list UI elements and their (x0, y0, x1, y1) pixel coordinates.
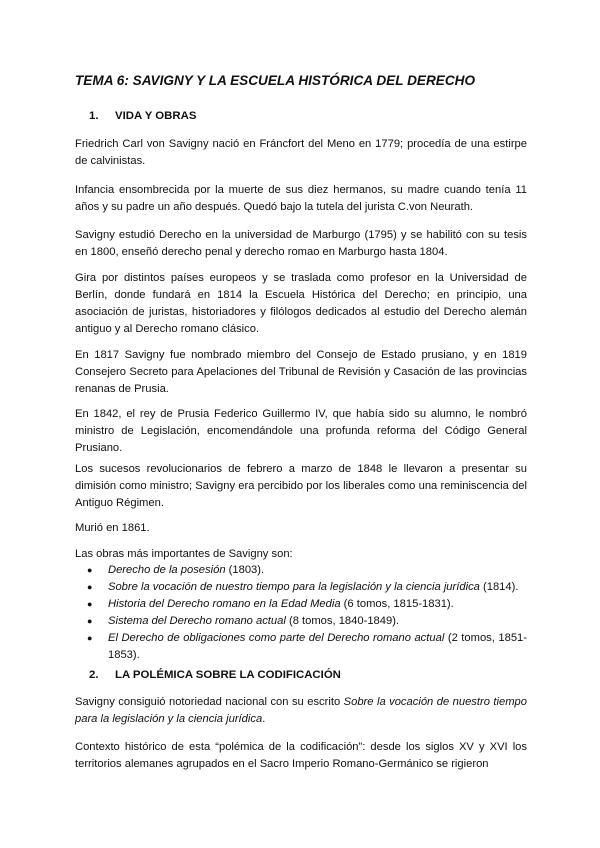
list-item (75, 613, 527, 630)
paragraph-muerte: Murió en 1861. (75, 522, 150, 534)
paragraph-notoriedad (75, 694, 527, 728)
list-item (75, 579, 527, 596)
work-title: Sistema del Derecho romano actual (108, 615, 286, 627)
list-item (75, 562, 527, 579)
work-title-inline: Sobre la vocación de nuestro tiempo para la legislación y la ciencia jurídica (75, 696, 527, 725)
paragraph-berlin: Gira por distintos países europeos y se traslada como profesor en la Universidad de Berlín, donde fundará en 1814 la Escuela Histórica del Derecho; en principio, una asociación de juristas, historiadores y filólogos dedicados al estudio del Derecho alemán antiguo y al Derecho romano clásico. (75, 272, 527, 335)
document-title: TEMA 6: SAVIGNY Y LA ESCUELA HISTÓRICA DEL DERECHO (75, 73, 476, 88)
work-detail: (6 tomos, 1815-1831). (340, 598, 454, 610)
section-number: 1. (89, 110, 99, 122)
paragraph-end: . (262, 713, 266, 725)
bullet-icon: ● (87, 565, 93, 575)
works-list (75, 562, 527, 664)
section-number: 2. (89, 669, 99, 681)
work-title: Derecho de la posesión (108, 564, 226, 576)
list-item (75, 630, 527, 664)
paragraph-ministro: En 1842, el rey de Prusia Federico Guillermo IV, que había sido su alumno, le nombró ministro de Legislación, encomendándole una profunda reforma del Código General Prusiano. (75, 408, 527, 454)
work-title: El Derecho de obligaciones como parte del Derecho romano actual (108, 632, 445, 644)
bullet-icon: ● (87, 616, 93, 626)
work-title: Sobre la vocación de nuestro tiempo para la legislación y la ciencia jurídica (108, 581, 480, 593)
work-detail: (2 tomos, 1851-1853). (108, 632, 527, 661)
paragraph-contexto: Contexto histórico de esta “polémica de la codificación”: desde los siglos XV y XVI los territorios alemanes agrupados en el Sacro Imperio Romano-Germánico se rigieron (75, 741, 527, 770)
paragraph-studies: Savigny estudió Derecho en la universidad de Marburgo (1795) y se habilitó con su tesis en 1800, enseñó derecho penal y derecho romao en Marburgo hasta 1804. (75, 229, 527, 258)
paragraph-revolucion: Los sucesos revolucionarios de febrero a marzo de 1848 le llevaron a presentar su dimisión como ministro; Savigny era percibido por los liberales como una reminiscencia del Antiguo Régimen. (75, 463, 527, 509)
list-item (75, 596, 527, 613)
paragraph-text: Savigny consiguió notoriedad nacional con su escrito (75, 696, 344, 708)
bullet-icon: ● (87, 599, 93, 609)
section-heading-polemica (89, 667, 341, 683)
work-detail: (8 tomos, 1840-1849). (285, 615, 400, 627)
section-heading-vida-y-obras (89, 108, 196, 124)
work-detail: (1803). (225, 564, 265, 576)
section-title: VIDA Y OBRAS (115, 110, 197, 122)
bullet-icon: ● (87, 633, 93, 643)
paragraph-consejo: En 1817 Savigny fue nombrado miembro del Consejo de Estado prusiano, y en 1819 Consejero Secreto para Apelaciones del Tribunal de Revisión y Casación de las provincias renanas de Prusia. (75, 349, 527, 395)
paragraph-birth: Friedrich Carl von Savigny nació en Fráncfort del Meno en 1779; procedía de una estirpe de calvinistas. (75, 138, 527, 167)
bullet-icon: ● (87, 582, 93, 592)
paragraph-obras-intro: Las obras más importantes de Savigny son: (75, 548, 293, 560)
work-title: Historia del Derecho romano en la Edad Media (108, 598, 341, 610)
section-title: LA POLÉMICA SOBRE LA CODIFICACIÓN (115, 669, 341, 681)
paragraph-childhood: Infancia ensombrecida por la muerte de sus diez hermanos, su madre cuando tenía 11 años y su padre un año después. Quedó bajo la tutela del jurista C.von Neurath. (75, 184, 527, 213)
work-detail: (1814). (479, 581, 519, 593)
